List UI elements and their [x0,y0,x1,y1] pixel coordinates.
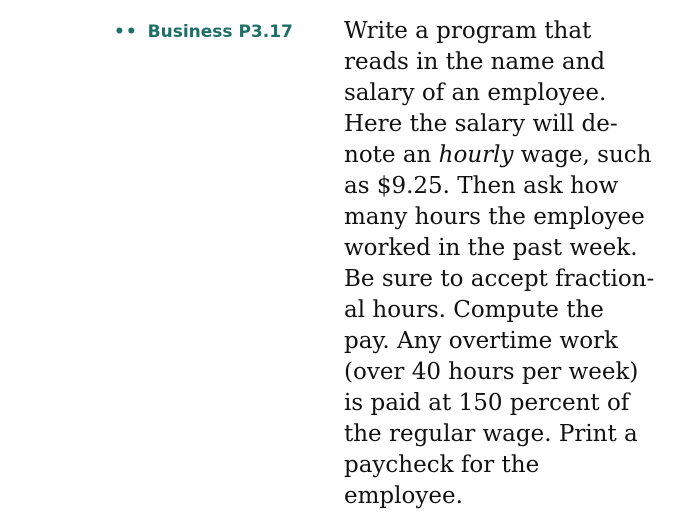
text-segment: paycheck for the [344,452,540,478]
text-line [344,326,674,357]
text-line [344,450,674,481]
text-segment: Write a program that [344,18,592,44]
text-segment: employee. [344,483,463,509]
text-segment: worked in the past week. [344,235,638,261]
text-segment: is paid at 150 percent of [344,390,630,416]
text-line [344,357,674,388]
text-line [344,109,674,140]
text-segment: pay. Any overtime work [344,328,618,354]
text-line [344,419,674,450]
text-segment: reads in the name and [344,49,606,75]
text-line [344,171,674,202]
text-segment: the regular wage. Print a [344,421,638,447]
text-segment: wage, such [513,142,652,168]
text-line [344,202,674,233]
text-line [344,78,674,109]
text-line [344,16,674,47]
text-segment: salary of an employee. [344,80,607,106]
text-segment: al hours. Compute the [344,297,604,323]
emphasized-text: hourly [438,142,514,168]
text-line [344,388,674,419]
text-segment: Here the salary will de- [344,111,618,137]
text-segment: note an [344,142,439,168]
exercise-category: Business [147,22,233,42]
text-line [344,140,674,171]
text-segment: Be sure to accept fraction- [344,266,655,292]
exercise-label [114,22,338,42]
text-segment: (over 40 hours per week) [344,359,639,385]
text-line [344,264,674,295]
text-line [344,481,674,512]
text-segment: many hours the employee [344,204,645,230]
text-segment: as $9.25. Then ask how [344,173,619,199]
exercise-text [344,16,674,512]
text-line [344,295,674,326]
exercise-number: P3.17 [238,22,293,42]
text-line [344,47,674,78]
text-line [344,233,674,264]
difficulty-dots: •• [114,22,138,42]
